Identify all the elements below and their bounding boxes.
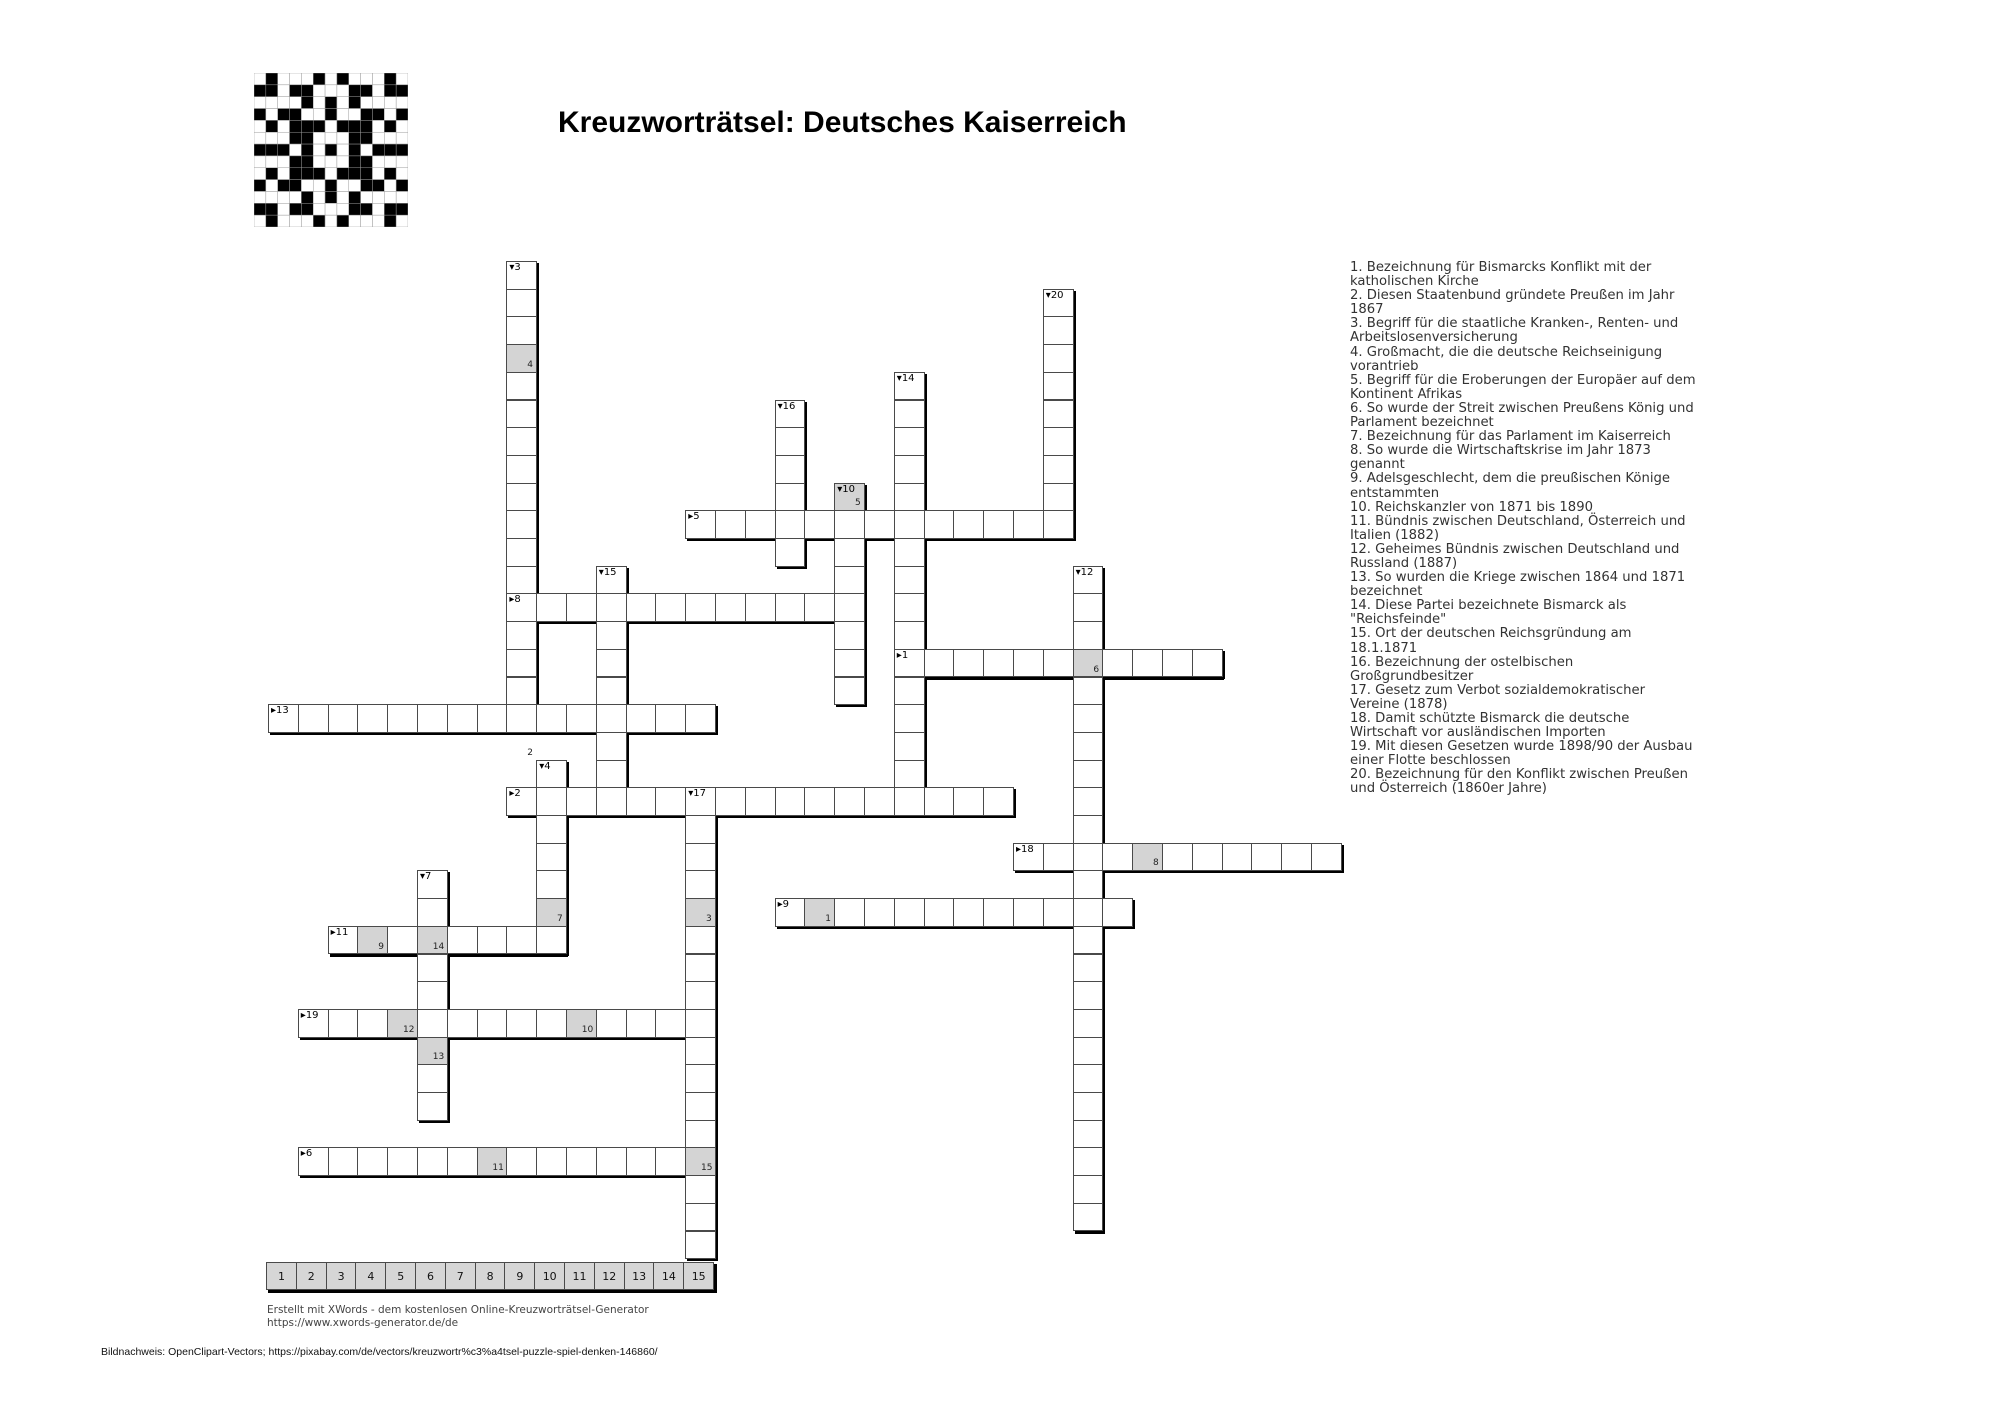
solution-number: 5	[855, 498, 861, 509]
grid-cell[interactable]	[1073, 1092, 1104, 1121]
grid-cell[interactable]	[596, 1147, 627, 1176]
solution-number: 12	[403, 1024, 415, 1035]
grid-cell[interactable]	[834, 787, 865, 816]
grid-cell[interactable]	[417, 1009, 448, 1038]
word-number: ▸6	[300, 1148, 313, 1160]
grid-cell[interactable]	[447, 704, 478, 733]
grid-cell[interactable]	[536, 1147, 567, 1176]
clue-list	[1350, 261, 1698, 797]
grid-cell[interactable]	[1192, 843, 1223, 872]
word-number: ▾14	[896, 372, 915, 384]
grid-cell[interactable]	[894, 898, 925, 927]
grid-cell[interactable]	[894, 732, 925, 761]
solution-number: 3	[706, 913, 712, 924]
grid-cell[interactable]	[536, 926, 567, 955]
solution-cell[interactable]: 1	[266, 1262, 297, 1290]
grid-cell[interactable]	[1043, 372, 1074, 401]
word-number: ▸1	[896, 649, 909, 661]
grid-cell[interactable]	[1043, 400, 1074, 429]
solution-number: 7	[557, 913, 563, 924]
grid-cell[interactable]	[715, 787, 746, 816]
grid-cell[interactable]	[834, 538, 865, 567]
solution-cell[interactable]: 10	[534, 1262, 565, 1290]
grid-cell[interactable]	[417, 898, 448, 927]
solution-number: 2	[527, 747, 533, 758]
clue-item: 19. Mit diesen Gesetzen wurde 1898/90 der Ausbau einer Flotte beschlossen	[1350, 739, 1693, 769]
grid-cell[interactable]	[1102, 649, 1133, 678]
grid-cell[interactable]	[894, 760, 925, 789]
clue-item: 2. Diesen Staatenbund gründete Preußen im Jahr 1867	[1350, 288, 1675, 318]
grid-cell[interactable]	[894, 538, 925, 567]
grid-cell[interactable]	[506, 538, 537, 567]
word-number: ▾10	[837, 483, 855, 495]
grid-cell[interactable]	[566, 593, 597, 622]
grid-cell[interactable]	[1043, 898, 1074, 927]
grid-cell[interactable]	[1073, 621, 1104, 650]
grid-cell[interactable]	[804, 787, 835, 816]
grid-cell[interactable]	[953, 510, 984, 539]
clue-item: 13. So wurden die Kriege zwischen 1864 und 1871 bezeichnet	[1350, 570, 1686, 600]
grid-cell[interactable]	[298, 704, 329, 733]
grid-cell[interactable]	[775, 483, 806, 512]
grid-cell[interactable]	[685, 1120, 716, 1149]
grid-cell[interactable]	[596, 760, 627, 789]
crossword-puzzle-icon	[254, 73, 408, 227]
grid-cell[interactable]	[1222, 843, 1253, 872]
word-number: ▸8	[509, 594, 521, 606]
grid-cell[interactable]	[775, 455, 806, 484]
grid-cell[interactable]	[417, 1092, 448, 1121]
grid-cell[interactable]	[834, 649, 865, 678]
grid-cell[interactable]	[1013, 898, 1044, 927]
solution-cell[interactable]: 14	[653, 1262, 684, 1290]
grid-cell[interactable]	[596, 1009, 627, 1038]
grid-cell[interactable]	[417, 704, 448, 733]
grid-cell[interactable]	[775, 593, 806, 622]
generator-credits	[267, 1304, 649, 1330]
grid-cell[interactable]	[626, 1147, 657, 1176]
grid-cell[interactable]	[894, 621, 925, 650]
grid-cell[interactable]	[1192, 649, 1223, 678]
solution-cell[interactable]: 13	[624, 1262, 655, 1290]
grid-cell[interactable]	[506, 455, 537, 484]
credits-url: https://www.xwords-generator.de/de	[267, 1317, 459, 1329]
grid-cell[interactable]	[804, 593, 835, 622]
clue-item: 1. Bezeichnung für Bismarcks Konflikt mit der katholischen Kirche	[1350, 260, 1652, 290]
word-number: ▸5	[688, 511, 700, 523]
grid-cell[interactable]	[566, 704, 597, 733]
grid-cell[interactable]	[1073, 1203, 1104, 1232]
grid-cell[interactable]	[1073, 787, 1104, 816]
grid-cell[interactable]	[685, 981, 716, 1010]
grid-cell[interactable]	[685, 1175, 716, 1204]
grid-cell[interactable]	[1102, 843, 1133, 872]
grid-cell[interactable]	[1073, 954, 1104, 983]
grid-cell[interactable]	[804, 510, 835, 539]
grid-cell[interactable]	[983, 898, 1014, 927]
grid-cell[interactable]	[1311, 843, 1342, 872]
clue-item: 16. Bezeichnung der ostelbischen Großgrundbesitzer	[1350, 654, 1574, 684]
grid-cell[interactable]	[834, 593, 865, 622]
grid-cell[interactable]	[953, 898, 984, 927]
grid-cell[interactable]	[536, 843, 567, 872]
solution-number: 10	[581, 1024, 594, 1035]
grid-cell[interactable]	[983, 649, 1014, 678]
grid-cell[interactable]	[685, 1231, 716, 1260]
grid-cell[interactable]	[506, 649, 537, 678]
grid-cell[interactable]	[477, 1009, 508, 1038]
grid-cell[interactable]	[655, 1009, 686, 1038]
grid-cell[interactable]	[506, 483, 537, 512]
grid-cell[interactable]	[357, 1009, 388, 1038]
grid-cell[interactable]	[417, 954, 448, 983]
grid-cell[interactable]	[1073, 677, 1104, 706]
clue-item: 20. Bezeichnung für den Konflikt zwischen Preußen und Österreich (1860er Jahre)	[1350, 767, 1688, 797]
grid-cell[interactable]	[864, 898, 895, 927]
word-number: ▸11	[330, 926, 349, 938]
grid-cell[interactable]	[894, 510, 925, 539]
grid-cell[interactable]	[775, 427, 806, 456]
grid-cell[interactable]	[387, 1147, 418, 1176]
grid-cell[interactable]	[447, 926, 478, 955]
solution-cell[interactable]: 12	[594, 1262, 625, 1290]
grid-cell[interactable]	[894, 593, 925, 622]
grid-cell[interactable]	[1013, 510, 1044, 539]
word-number: ▾4	[539, 760, 551, 772]
grid-cell[interactable]	[387, 926, 418, 955]
grid-cell[interactable]	[506, 621, 537, 650]
grid-cell[interactable]	[626, 593, 657, 622]
grid-cell[interactable]	[924, 649, 955, 678]
grid-cell[interactable]	[894, 427, 925, 456]
clue-item: 7. Bezeichnung für das Parlament im Kaiserreich	[1350, 429, 1671, 445]
grid-cell[interactable]	[1043, 649, 1074, 678]
grid-cell[interactable]	[685, 593, 716, 622]
solution-shadow	[714, 1264, 717, 1293]
grid-cell[interactable]	[1073, 898, 1104, 927]
grid-cell[interactable]	[685, 870, 716, 899]
grid-cell[interactable]	[834, 510, 865, 539]
clue-item: 14. Diese Partei bezeichnete Bismarck als "Reichsfeinde"	[1350, 598, 1627, 628]
grid-cell[interactable]	[596, 732, 627, 761]
word-number: ▸9	[777, 899, 789, 911]
grid-cell[interactable]	[328, 704, 359, 733]
grid-cell[interactable]	[566, 787, 597, 816]
grid-cell[interactable]	[1251, 843, 1282, 872]
solution-number: 13	[432, 1052, 445, 1063]
grid-cell[interactable]	[626, 704, 657, 733]
grid-cell[interactable]	[1102, 898, 1133, 927]
solution-number: 11	[492, 1163, 504, 1174]
grid-cell[interactable]	[894, 677, 925, 706]
word-number: ▾16	[777, 400, 796, 412]
word-number: ▾7	[420, 871, 432, 883]
grid-cell[interactable]	[894, 566, 925, 595]
grid-cell[interactable]	[924, 510, 955, 539]
grid-cell[interactable]	[685, 704, 716, 733]
grid-cell[interactable]	[1073, 1037, 1104, 1066]
grid-cell[interactable]	[894, 455, 925, 484]
grid-cell[interactable]	[655, 704, 686, 733]
grid-cell[interactable]	[506, 427, 537, 456]
grid-cell[interactable]	[1281, 843, 1312, 872]
clue-item: 12. Geheimes Bündnis zwischen Deutschland und Russland (1887)	[1350, 541, 1680, 571]
grid-cell[interactable]	[447, 1147, 478, 1176]
grid-cell[interactable]	[596, 787, 627, 816]
grid-cell[interactable]	[506, 704, 537, 733]
grid-cell[interactable]	[596, 621, 627, 650]
solution-number: 9	[378, 941, 384, 952]
grid-cell[interactable]	[983, 787, 1014, 816]
clue-item: 15. Ort der deutschen Reichsgründung am 18.1.1871	[1350, 626, 1632, 656]
solution-number: 1	[825, 913, 831, 924]
grid-cell[interactable]	[536, 704, 567, 733]
grid-cell[interactable]	[1073, 926, 1104, 955]
solution-number: 15	[701, 1163, 713, 1174]
clue-item: 5. Begriff für die Eroberungen der Europäer auf dem Kontinent Afrikas	[1350, 372, 1696, 402]
grid-cell[interactable]	[685, 1092, 716, 1121]
grid-cell[interactable]	[506, 316, 537, 345]
clue-item: 9. Adelsgeschlecht, dem die preußischen Könige entstammten	[1350, 471, 1671, 501]
grid-cell[interactable]	[924, 787, 955, 816]
grid-cell[interactable]	[1073, 760, 1104, 789]
grid-cell[interactable]	[655, 1147, 686, 1176]
grid-cell[interactable]	[506, 1009, 537, 1038]
grid-cell[interactable]	[685, 954, 716, 983]
grid-cell[interactable]	[1073, 1175, 1104, 1204]
grid-cell[interactable]	[1043, 510, 1074, 539]
grid-cell[interactable]	[626, 787, 657, 816]
word-number: ▸19	[300, 1009, 319, 1021]
page-title: Kreuzworträtsel: Deutsches Kaiserreich	[558, 106, 1127, 139]
clue-item: 18. Damit schützte Bismarck die deutsche Wirtschaft vor ausländischen Importen	[1350, 711, 1630, 741]
grid-cell[interactable]	[1132, 649, 1163, 678]
grid-cell[interactable]	[1013, 649, 1044, 678]
clue-item: 4. Großmacht, die die deutsche Reichseinigung vorantrieb	[1350, 344, 1663, 374]
solution-cell[interactable]: 9	[504, 1262, 535, 1290]
grid-cell[interactable]	[506, 677, 537, 706]
grid-cell[interactable]	[894, 400, 925, 429]
grid-cell[interactable]	[1073, 815, 1104, 844]
grid-cell[interactable]	[1073, 704, 1104, 733]
solution-cell[interactable]: 6	[415, 1262, 446, 1290]
grid-cell[interactable]	[1073, 843, 1104, 872]
grid-cell[interactable]	[1073, 1120, 1104, 1149]
word-number: ▾15	[598, 566, 617, 578]
grid-cell[interactable]	[1043, 843, 1074, 872]
grid-cell[interactable]	[506, 372, 537, 401]
grid-cell[interactable]	[685, 843, 716, 872]
grid-cell[interactable]	[357, 1147, 388, 1176]
grid-cell[interactable]	[417, 1064, 448, 1093]
grid-cell[interactable]	[536, 870, 567, 899]
grid-cell[interactable]	[715, 510, 746, 539]
grid-cell[interactable]	[953, 787, 984, 816]
grid-cell[interactable]	[1073, 981, 1104, 1010]
clue-item: 17. Gesetz zum Verbot sozialdemokratischer Vereine (1878)	[1350, 682, 1646, 712]
grid-cell[interactable]	[685, 1009, 716, 1038]
solution-cell[interactable]: 2	[296, 1262, 327, 1290]
word-number: ▸2	[509, 788, 521, 800]
grid-cell[interactable]	[745, 510, 776, 539]
grid-cell[interactable]	[864, 787, 895, 816]
grid-cell[interactable]	[1043, 427, 1074, 456]
grid-cell[interactable]	[894, 483, 925, 512]
grid-cell[interactable]	[715, 593, 746, 622]
grid-cell[interactable]	[447, 1009, 478, 1038]
word-number: ▾12	[1075, 566, 1094, 578]
grid-cell[interactable]	[745, 787, 776, 816]
grid-cell[interactable]	[685, 1037, 716, 1066]
grid-cell[interactable]	[506, 926, 537, 955]
word-number: ▾3	[509, 262, 521, 273]
grid-cell[interactable]	[417, 1147, 448, 1176]
grid-cell[interactable]	[1043, 455, 1074, 484]
grid-cell[interactable]	[1043, 316, 1074, 345]
solution-cell[interactable]: 7	[445, 1262, 476, 1290]
grid-cell[interactable]	[1073, 732, 1104, 761]
grid-cell[interactable]	[953, 649, 984, 678]
grid-cell[interactable]	[685, 926, 716, 955]
grid-cell[interactable]	[596, 649, 627, 678]
grid-cell[interactable]	[685, 1203, 716, 1232]
clue-item: 11. Bündnis zwischen Deutschland, Österreich und Italien (1882)	[1350, 513, 1686, 543]
grid-cell[interactable]	[1073, 870, 1104, 899]
clue-item: 8. So wurde die Wirtschaftskrise im Jahr 1873 genannt	[1350, 443, 1651, 473]
grid-cell[interactable]	[834, 566, 865, 595]
grid-cell[interactable]	[864, 510, 895, 539]
grid-cell[interactable]	[1162, 843, 1193, 872]
word-number: ▸13	[271, 705, 289, 717]
grid-cell[interactable]	[477, 704, 508, 733]
solution-cell[interactable]: 3	[326, 1262, 357, 1290]
grid-cell[interactable]	[834, 898, 865, 927]
grid-cell[interactable]	[536, 593, 567, 622]
grid-cell[interactable]	[655, 787, 686, 816]
word-number: ▾20	[1045, 289, 1064, 301]
grid-cell[interactable]	[357, 704, 388, 733]
grid-cell[interactable]	[1073, 1147, 1104, 1176]
solution-number: 6	[1093, 664, 1100, 675]
grid-cell[interactable]	[596, 593, 627, 622]
grid-cell[interactable]	[655, 593, 686, 622]
grid-cell[interactable]	[1073, 1064, 1104, 1093]
credits-line: Erstellt mit XWords - dem kostenlosen Online-Kreuzworträtsel-Generator	[267, 1304, 649, 1316]
grid-cell[interactable]	[745, 593, 776, 622]
grid-cell[interactable]	[775, 787, 806, 816]
grid-cell[interactable]	[536, 815, 567, 844]
grid-cell[interactable]	[506, 1147, 537, 1176]
solution-shadow	[268, 1290, 717, 1293]
grid-cell[interactable]	[506, 566, 537, 595]
grid-cell[interactable]	[1073, 593, 1104, 622]
grid-cell[interactable]	[1043, 344, 1074, 373]
grid-cell[interactable]	[328, 1009, 359, 1038]
grid-cell[interactable]	[506, 510, 537, 539]
grid-cell[interactable]	[566, 1147, 597, 1176]
solution-cell[interactable]: 8	[475, 1262, 506, 1290]
grid-cell[interactable]	[983, 510, 1014, 539]
solution-cell[interactable]: 5	[385, 1262, 416, 1290]
grid-cell[interactable]	[894, 704, 925, 733]
grid-cell[interactable]	[685, 815, 716, 844]
solution-cell[interactable]: 15	[683, 1262, 714, 1290]
grid-cell[interactable]	[1162, 649, 1193, 678]
grid-cell[interactable]	[387, 704, 418, 733]
grid-cell[interactable]	[775, 510, 806, 539]
grid-cell[interactable]	[596, 677, 627, 706]
grid-cell[interactable]	[626, 1009, 657, 1038]
word-number: ▸18	[1016, 843, 1034, 855]
grid-cell[interactable]	[506, 289, 537, 318]
solution-number: 8	[1153, 858, 1159, 869]
solution-number: 14	[432, 941, 445, 952]
solution-cell[interactable]: 4	[355, 1262, 386, 1290]
grid-cell[interactable]	[328, 1147, 359, 1176]
grid-cell[interactable]	[596, 704, 627, 733]
grid-cell[interactable]	[506, 400, 537, 429]
solution-cell[interactable]: 11	[564, 1262, 595, 1290]
grid-cell[interactable]	[834, 621, 865, 650]
grid-cell[interactable]	[685, 1064, 716, 1093]
grid-cell[interactable]	[1073, 1009, 1104, 1038]
solution-number: 4	[527, 359, 533, 370]
clue-item: 6. So wurde der Streit zwischen Preußens König und Parlament bezeichnet	[1350, 400, 1694, 431]
grid-cell[interactable]	[1043, 483, 1074, 512]
grid-cell[interactable]	[536, 787, 567, 816]
grid-cell[interactable]	[477, 926, 508, 955]
grid-cell[interactable]	[536, 1009, 567, 1038]
grid-cell[interactable]	[775, 538, 806, 567]
grid-cell[interactable]	[894, 787, 925, 816]
clue-item: 3. Begriff für die staatliche Kranken-, Renten- und Arbeitslosenversicherung	[1350, 316, 1679, 346]
grid-cell[interactable]	[834, 677, 865, 706]
image-credit: Bildnachweis: OpenClipart-Vectors; https://pixabay.com/de/vectors/kreuzwortr%c3%a4tsel-puzzle-spiel-denken-146860/	[101, 1346, 658, 1358]
word-number: ▾17	[688, 788, 706, 800]
grid-cell[interactable]	[417, 981, 448, 1010]
clue-item: 10. Reichskanzler von 1871 bis 1890	[1350, 499, 1593, 515]
grid-cell[interactable]	[924, 898, 955, 927]
